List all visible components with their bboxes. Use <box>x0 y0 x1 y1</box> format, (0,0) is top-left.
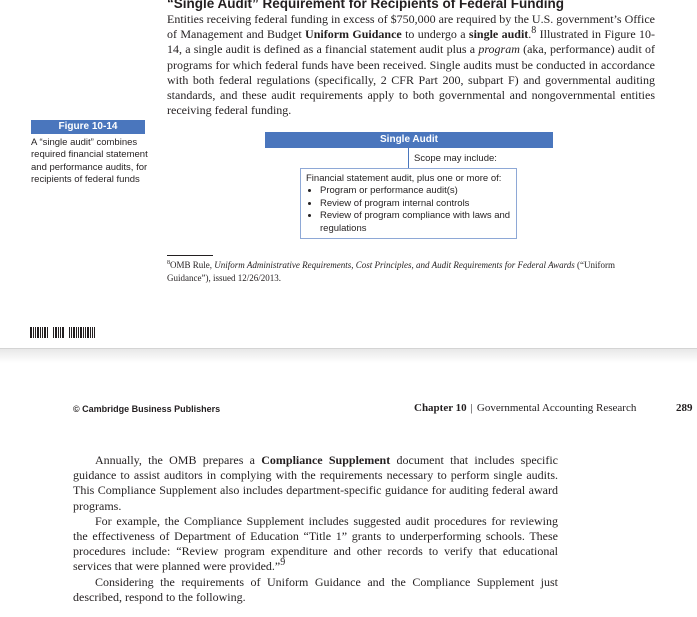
chapter-label: Chapter 10 <box>414 402 467 414</box>
single-audit-term: single audit <box>468 27 529 42</box>
uniform-guidance-term: Uniform Guidance <box>305 27 402 42</box>
scope-list <box>306 185 511 235</box>
body-text-1: Annually, the OMB prepares a <box>95 453 262 467</box>
page-number: 289 <box>676 402 693 414</box>
program-term: program <box>478 42 520 57</box>
footnote-8 <box>167 259 657 285</box>
scope-item: • Review of program internal controls <box>320 198 511 210</box>
intro-paragraph: Entities receiving federal funding in excess of $750,000 are required by the U.S. government’s Office of Management and Budget Uniform Guidance to undergo a single audit.$^8$ Illustrated in Figure 10-14, a single audit is defined as a financial statement audit plus a program (aka, performance) audit of programs for which federal funds have been received. Single audits must be conducted in accordance with both federal regulations (specifically, 2 CFR Part 200, subpart F) and governmental auditing standards, and these audit requirements apply to both governmental and nongovernmental entities receiving federal funding. <box>167 12 655 118</box>
section-heading: “Single Audit” Requirement for Recipients of Federal Funding <box>167 0 565 11</box>
scope-item: • Review of program compliance with laws and regulations <box>320 210 511 235</box>
scope-box <box>300 168 517 239</box>
figure-caption: A “single audit” combines required financial statement and performance audits, for recipients of federal funds <box>31 137 148 185</box>
publisher-name: © Cambridge Business Publishers <box>73 404 221 414</box>
footnote-number: 8 <box>167 260 170 266</box>
body-text-2: document that includes specific guidance to assist auditors in complying with the requirements necessary to perform single audits. This Compliance Supplement also includes department-specific guidance for auditing federal award programs. <box>73 453 558 513</box>
scope-item: • Program or performance audit(s) <box>320 185 511 197</box>
intro-text-1: Entities receiving federal funding in excess of $750,000 are required by the U.S. government’s Office of Management and Budget <box>167 12 655 42</box>
footnote-divider <box>167 255 213 256</box>
footnote-ref-9[interactable]: 9 <box>280 557 286 569</box>
footnote-lead: OMB Rule, <box>170 260 215 270</box>
paragraph-respond: Considering the requirements of Uniform Guidance and the Compliance Supplement just described, respond to the following. <box>73 574 558 604</box>
figure-label: Figure 10-14 <box>31 120 145 134</box>
scope-label: Scope may include: <box>414 153 497 164</box>
body-text <box>73 453 558 605</box>
diagram-connector <box>408 148 409 168</box>
footnote-ref-8[interactable]: 8 <box>531 25 537 37</box>
single-audit-title-bar: Single Audit <box>265 132 553 148</box>
page-break <box>0 348 697 363</box>
intro-text-4: (aka, performance) audit of programs for which federal funds have been received. Single audits must be conducted in accordance with both federal regulations (specifically, 2 CFR Part 200, subpart F) and governmental auditing standards, and these audit requirements apply to both governmental and nongovernmental entities receiving federal funding. <box>167 42 655 118</box>
footnote-title: Uniform Administrative Requirements, Cost Principles, and Audit Requirements for Federal Awards <box>214 260 575 270</box>
intro-text-2: to undergo a <box>401 27 469 42</box>
body-text-3: For example, the Compliance Supplement includes suggested audit procedures for reviewing the effectiveness of Department of Education “Title 1” grants to underperforming schools. These procedures include: “Review program expenditure and other records to verify that educational services that were planned were provided.” <box>73 513 558 574</box>
barcode-image <box>30 327 95 338</box>
chapter-title: Governmental Accounting Research <box>476 402 637 414</box>
footnote-tail: (“Uniform Guidance”), issued 12/26/2013. <box>167 260 615 283</box>
scope-box-intro: Financial statement audit, plus one or more of: <box>306 173 502 184</box>
compliance-supplement-term: Compliance Supplement <box>261 453 391 467</box>
paragraph-compliance-supplement <box>73 453 558 514</box>
paragraph-example <box>73 514 558 575</box>
chapter-header: Chapter 10 | Governmental Accounting Research <box>414 402 637 414</box>
intro-text-3: Illustrated in Figure 10-14, a single audit is defined as a financial statement audit plus a <box>167 27 655 57</box>
